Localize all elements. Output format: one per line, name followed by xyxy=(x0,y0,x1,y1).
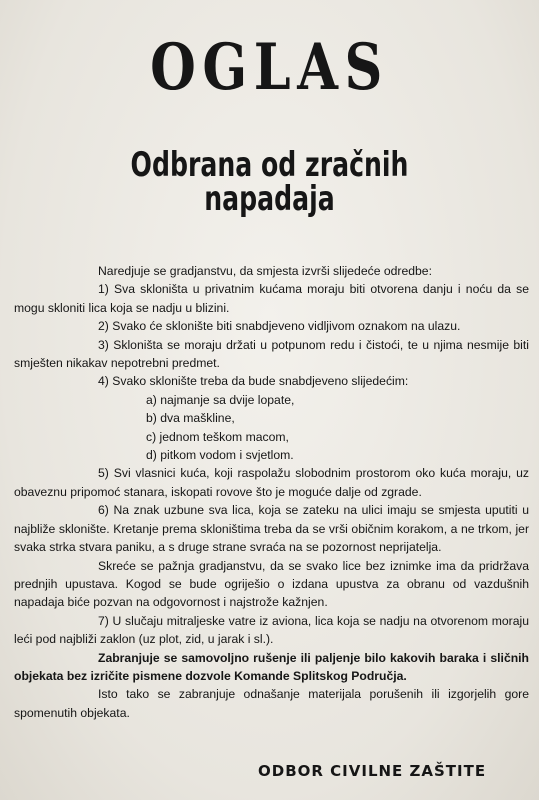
item-4: 4) Svako sklonište treba da bude snabdjeveno slijedećim: xyxy=(98,374,409,389)
item-7: 7) U slučaju mitraljeske vatre iz aviona, lica koja se nadju na otvorenom moraju leći pod najbliži zaklon (uz plot, zid, u jarak i sl.). xyxy=(14,613,529,647)
bold-notice: Zabranjuje se samovoljno rušenje ili paljenje bilo kakovih baraka i sličnih objekata bez izričite pismene dozvole Komande Splitskog Područja. xyxy=(14,650,529,683)
subitem-a: a) najmanje sa dvije lopate, xyxy=(146,392,295,407)
item-1: 1) Sva skloništa u privatnim kućama moraju biti otvorena danju i noću da se mogu skloniti lica koja se nadju u blizini. xyxy=(14,282,529,315)
poster-body xyxy=(14,262,529,722)
final-paragraph: Isto tako se zabranjuje odnašanje materijala porušenih ili izgorjelih gore spomenutih objekata. xyxy=(14,687,529,720)
signature: ODBOR CIVILNE ZAŠTITE xyxy=(258,762,487,780)
subitem-d: d) pitkom vodom i svjetlom. xyxy=(146,448,294,463)
warning-paragraph: Skreće se pažnja gradjanstvu, da se svako lice bez iznimke ima da pridržava prednjih upustava. Kogod se bude ogriješio o izdana upustva za obranu od vazdušnih napadaja biće pozvan na odgovornost i najstrože kažnjen. xyxy=(14,558,529,610)
item-6: 6) Na znak uzbune sva lica, koja se zateku na ulici imaju se smjesta uputiti u najbliže sklonište. Kretanje prema skloništima treba da se vrši običnim korakom, a ne trkom, jer svaka strka stvara paniku, a s druge strane svraća na se pozornost neprijatelja. xyxy=(14,503,529,555)
item-3: 3) Skloništa se moraju držati u potpunom redu i čistoći, te u njima nesmije biti smješten nikakav nepotrebni predmet. xyxy=(14,337,529,371)
item-2: 2) Svako će sklonište biti snabdjeveno vidljivom oznakom na ulazu. xyxy=(98,319,461,334)
intro-paragraph: Naredjuje se gradjanstvu, da smjesta izvrši slijedeće odredbe: xyxy=(98,264,432,278)
subitem-b: b) dva maškline, xyxy=(146,411,235,426)
poster-title: OGLAS xyxy=(150,30,389,105)
item-5: 5) Svi vlasnici kuća, koji raspolažu slobodnim prostorom oko kuća moraju, uz obaveznu pripomoć stanara, iskopati rovove što je moguće dalje od zgrade. xyxy=(14,466,529,499)
poster-subtitle: Odbrana od zračnih napadaja xyxy=(130,145,409,219)
subitem-c: c) jednom teškom macom, xyxy=(146,429,289,444)
